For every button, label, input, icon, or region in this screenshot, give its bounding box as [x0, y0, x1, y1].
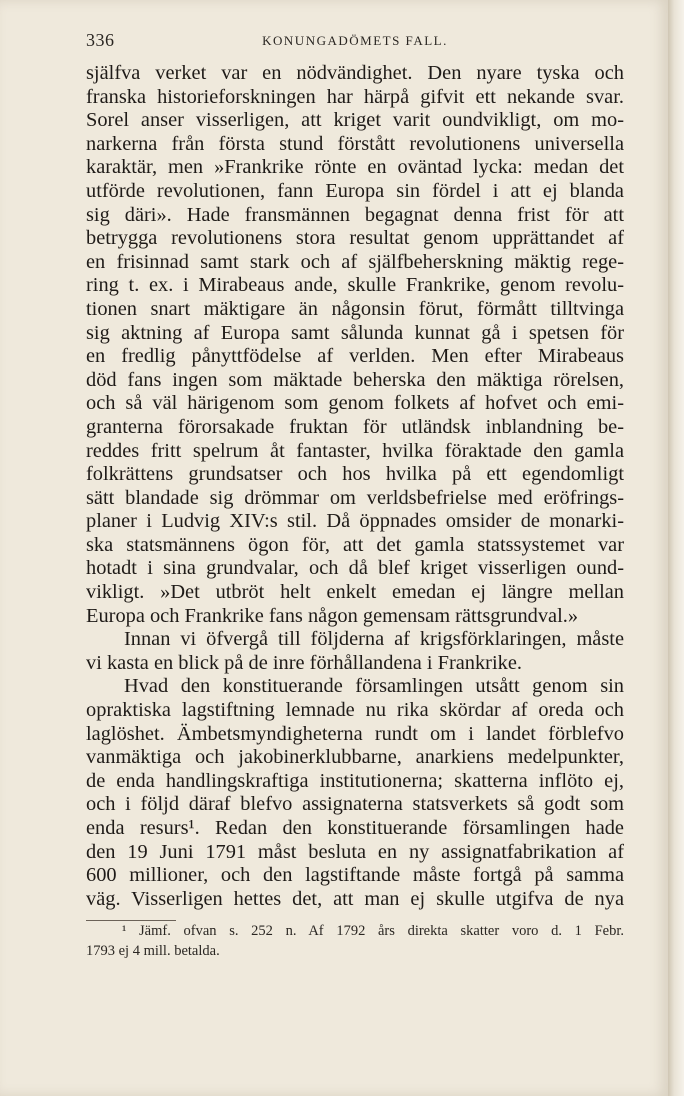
page-number: 336 [86, 30, 115, 50]
text-line: laglöshet. Ämbetsmyndigheterna rundt om i landet förblefvo [86, 722, 624, 745]
text-line: 600 millioner, och den lagstiftande måste fortgå på samma [86, 864, 624, 887]
text-line: narkerna från första stund förstått revolutionens universella [86, 132, 624, 155]
text-line: själfva verket var en nödvändighet. Den nyare tyska och [86, 62, 624, 84]
text-line: folkrättens grundsatser och hos hvilka på ett egendomligt [86, 463, 624, 486]
text-line: och i följd däraf blefvo assignaterna statsverkets så godt som [86, 793, 624, 816]
text-line: enda resurs¹. Redan den konstituerande församlingen hade [86, 817, 624, 839]
text-line: vi kasta en blick på de inre förhållandena i Frankrike. [86, 651, 522, 674]
text-line: ska statsmännens ögon för, att det gamla statssystemet var [86, 533, 624, 556]
text-line: väg. Visserligen hettes det, att man ej skulle utgifva de nya [86, 887, 624, 910]
text-line: och så väl härigenom som genom folkets af hofvet och emi- [86, 392, 624, 415]
text-line: Sorel anser visserligen, att kriget varit oundvikligt, om mo- [86, 109, 624, 132]
page-header [86, 30, 624, 58]
running-title: KONUNGADÖMETS FALL. [262, 33, 448, 48]
text-line: Europa och Frankrike fans någon gemensam rättsgrundval.» [86, 604, 579, 627]
text-line: sig däri». Hade fransmännen begagnat denna frist för att [86, 203, 624, 226]
text-line: hotadt i sina grundvalar, och då blef kriget visserligen ound- [86, 557, 624, 580]
text-line: död fans ingen som mäktade beherska den mäktiga rörelsen, [86, 368, 624, 391]
text-line: ring t. ex. i Mirabeaus ande, skulle Frankrike, genom revolu- [86, 274, 624, 297]
text-line: betrygga revolutionens stora resultat genom upprättandet af [86, 227, 624, 250]
page-edge [668, 0, 684, 1096]
text-line: planer i Ludvig XIV:s stil. Då öppnades omsider de monarki- [86, 510, 624, 533]
text-line: karaktär, men »Frankrike rönte en oväntad lycka: medan det [86, 156, 624, 179]
text-line: tionen snart mäktigare än någonsin förut, förmått tilltvinga [86, 297, 624, 320]
text-line: vikligt. »Det utbröt helt enkelt emedan ej längre mellan [86, 581, 624, 604]
text-line: vanmäktiga och jakobinerklubbarne, anarkiens medelpunkter, [86, 746, 624, 769]
text-line: de enda handlingskraftiga institutionerna; skatterna inflöto ej, [86, 769, 624, 792]
text-line: franska historieforskningen har härpå gifvit ett nekande svar. [86, 85, 624, 108]
text-line: sig aktning af Europa samt sålunda kunnat gå i spetsen för [86, 321, 624, 344]
text-line: reddes fritt spelrum åt fantaster, hvilka föraktade den gamla [86, 439, 624, 462]
footnotes [86, 921, 624, 961]
footnote-line: ¹ Jämf. ofvan s. 252 n. Af 1792 års direkta skatter voro d. 1 Febr. [122, 923, 624, 939]
text-line: den 19 Juni 1791 måst besluta en ny assignatfabrikation af [86, 840, 624, 863]
footnote-line: 1793 ej 4 mill. betalda. [86, 943, 220, 959]
text-line: Innan vi öfvergå till följderna af krigsförklaringen, måste [124, 628, 624, 651]
text-line: utförde revolutionen, fann Europa sin fördel i att ej blanda [86, 179, 624, 202]
text-line: Hvad den konstituerande församlingen utsått genom sin [124, 675, 624, 698]
text-line: en fredlig pånyttfödelse af verlden. Men efter Mirabeaus [86, 345, 624, 368]
text-line: en frisinnad samt stark och af själfbeherskning mäktig rege- [86, 250, 624, 273]
text-line: sätt blandade sig drömmar om verldsbefrielse med eröfrings- [86, 486, 624, 509]
text-line: opraktiska lagstiftning lemnade nu rika skördar af oreda och [86, 699, 624, 722]
text-line: granterna förorsakade fruktan för utländsk inblandning be- [86, 415, 624, 438]
body-text [86, 62, 624, 911]
